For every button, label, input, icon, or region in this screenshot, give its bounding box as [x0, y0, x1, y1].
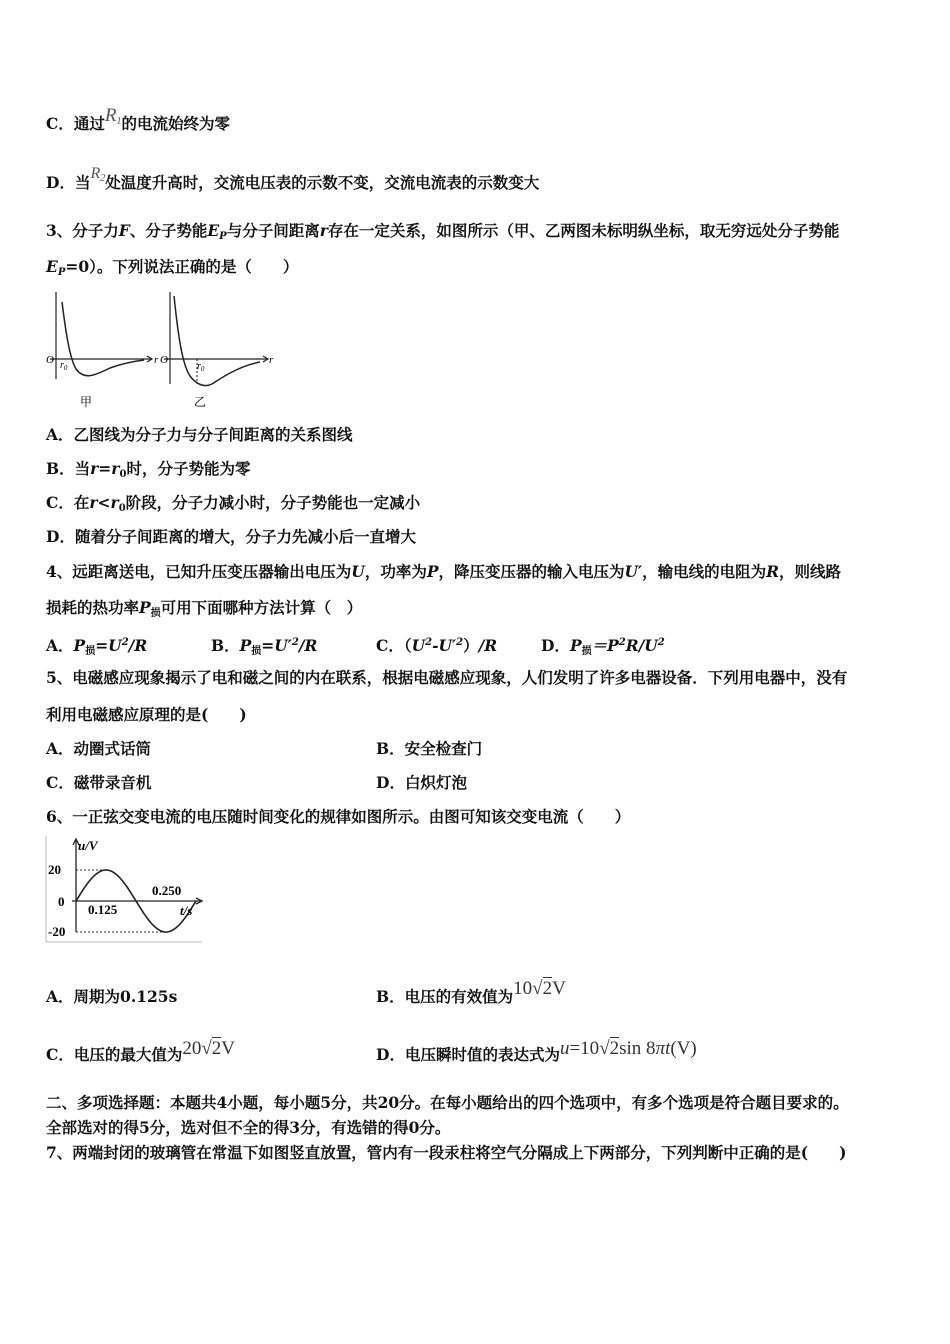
- rms-value-formula: 10√2V: [513, 978, 566, 999]
- fig2-r0-label: $r_0$: [197, 361, 205, 373]
- q3-option-b: B．当$r=r_0$时，分子势能为零: [46, 459, 251, 480]
- y-axis-label: u/V: [78, 838, 98, 853]
- fig1-curve: [62, 302, 144, 376]
- peak-value-formula: 20√2V: [182, 1038, 236, 1059]
- q6-graph: [44, 834, 204, 946]
- q3-stem-line1: 3、分子力F、分子势能$E_P$与分子间距离r存在一定关系，如图所示（甲、乙两图未标明纵坐标，取无穷远处分子势能: [46, 221, 840, 242]
- q4-option-d: D．$P_损=P^2R/U^2$: [541, 636, 665, 657]
- q3-option-a: A．乙图线为分子力与分子间距离的关系图线: [46, 425, 353, 444]
- y-tick-zero: 0: [58, 894, 65, 909]
- q2-option-c: C．通过$R_1$的电流始终为零: [46, 105, 230, 133]
- q5-option-c: C．磁带录音机: [46, 773, 152, 792]
- q5-stem-line2: 利用电磁感应原理的是( ): [46, 705, 247, 724]
- q4-option-c: C．$(U^2-U'^2)/R$: [376, 636, 498, 655]
- q4-option-b: B．$P_损=U'^2/R$: [211, 636, 318, 657]
- fig1-r0-label: $r_0$: [60, 360, 68, 372]
- fig2-axis-label: r: [269, 354, 274, 366]
- q3-stem-line2: $E_P=0$）。下列说法正确的是（ ）: [46, 257, 299, 278]
- r2-symbol: $R_2$: [90, 165, 106, 184]
- fig2-curve: [174, 296, 260, 386]
- q4-stem-line2: 损耗的热功率$P_损$可用下面哪种方法计算（ ）: [46, 598, 363, 619]
- q3-option-d: D．随着分子间距离的增大，分子力先减小后一直增大: [46, 527, 416, 546]
- fig2-origin-label: O: [160, 354, 168, 366]
- q5-stem-line1: 5、电磁感应现象揭示了电和磁之间的内在联系，根据电磁感应现象，人们发明了许多电器设备．下列用电器中，没有: [46, 668, 848, 687]
- y-tick-min: -20: [48, 924, 66, 939]
- q6-option-d: D．电压瞬时值的表达式为u=10√2sin 8πt(V): [376, 1038, 697, 1064]
- q3-option-c: C．在$r<r_0$阶段，分子力减小时，分子势能也一定减小: [46, 493, 421, 514]
- q4-stem-line1: 4、远距离送电，已知升压变压器输出电压为U，功率为P，降压变压器的输入电压为U′，输电线的电阻为R，则线路: [46, 562, 842, 581]
- section2-heading-line2: 全部选对的得5分，选对但不全的得3分，有选错的得0分。: [46, 1118, 451, 1137]
- q3-figure: [40, 284, 280, 414]
- section2-heading-line1: 二、多项选择题：本题共4小题，每小题5分，共20分。在每小题给出的四个选项中，有多个选项是符合题目要求的。: [46, 1093, 849, 1112]
- q5-option-b: B．安全检查门: [376, 739, 483, 758]
- q6-option-c: C．电压的最大值为20√2V: [46, 1038, 236, 1064]
- r1-symbol: $R_1$: [104, 105, 122, 127]
- q6-option-b: B．电压的有效值为10√2V: [376, 978, 566, 1006]
- fig2-caption: 乙: [194, 395, 207, 409]
- q7-stem: 7、两端封闭的玻璃管在常温下如图竖直放置，管内有一段汞柱将空气分隔成上下两部分，下列判断中正确的是( ): [46, 1143, 847, 1162]
- instantaneous-formula: u=10√2sin 8πt(V): [559, 1038, 697, 1059]
- fig1-caption: 甲: [80, 395, 93, 409]
- x-axis-label: t/s: [180, 903, 193, 918]
- q2-option-d: D．当$R_2$处温度升高时，交流电压表的示数不变，交流电流表的示数变大: [46, 165, 540, 192]
- q6-option-a: A．周期为0.125s: [46, 987, 178, 1006]
- fig1-origin-label: O: [46, 354, 54, 366]
- q4-option-a: A．$P_损=U^2/R$: [46, 636, 148, 657]
- x-tick-0125: 0.125: [88, 902, 118, 917]
- q6-stem: 6、一正弦交变电流的电压随时间变化的规律如图所示。由图可知该交变电流（ ）: [46, 807, 631, 826]
- fig1-axis-label: r: [154, 354, 159, 366]
- q5-option-a: A．动圈式话筒: [46, 739, 152, 758]
- x-tick-0250: 0.250: [152, 883, 182, 898]
- y-tick-max: 20: [48, 862, 61, 877]
- q5-option-d: D．白炽灯泡: [376, 773, 467, 792]
